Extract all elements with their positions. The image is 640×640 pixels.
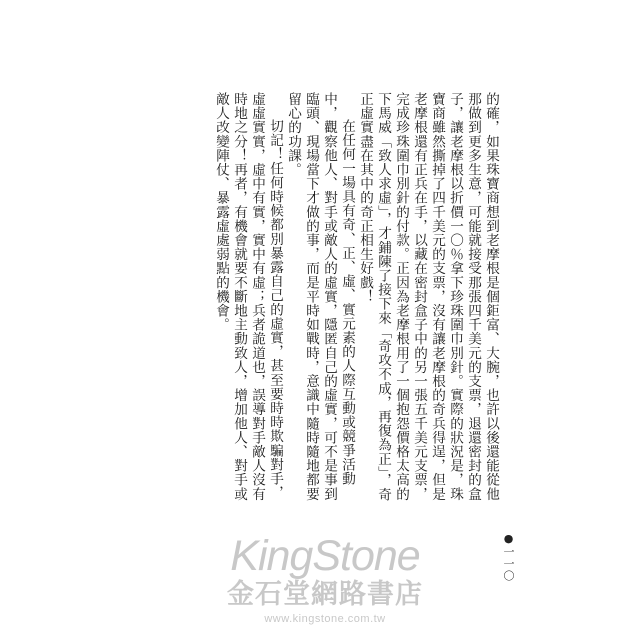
page-number-marker: ● bbox=[502, 532, 515, 546]
paragraph: 的確，如果珠寶商想到老摩根是個鉅富、大腕，也許以後還能從他那做到更多生意，可能就接受那張四千美元的支票，退還密封的盒子，讓老摩根以折價一〇％拿下珍珠圍巾別針。實際的狀況是，珠寶商雖然撕掉了四千美元的支票，沒有讓老摩根的奇兵得逞，但是老摩根還有正兵在手，以藏在密封盒子中的另一張五千美元支票，完成珍珠圍巾別針的付款。正因為老摩根用了一個抱怨價格太高的下馬威「致人求虛」，才鋪陳了接下來「奇攻不成，再復為正」，奇正虛實盡在其中的奇正相生好戲！ bbox=[357, 92, 499, 502]
paragraph: 切記！任何時候都別暴露自己的虛實，甚至要時時欺騙對手，虛虛實實，虛中有實，實中有虛；兵者詭道也，誤導對手敵人沒有時地之分！再者，有機會就要不斷地主動致人，增加他人、對手或敵人改變陣仗、暴露虛處弱點的機會。 bbox=[213, 92, 283, 501]
watermark bbox=[220, 533, 430, 625]
body-text bbox=[212, 92, 500, 512]
page-number bbox=[500, 532, 516, 582]
page-number-text: 一一〇 bbox=[502, 546, 515, 582]
watermark-logo: KingStone bbox=[230, 532, 420, 580]
watermark-store-name: 金石堂網路書店 bbox=[227, 579, 423, 610]
paragraph: 在任何一場具有奇、正、虛、實元素的人際互動或競爭活動中，觀察他人、對手或敵人的虛實，隱匿自己的虛實，可不是事到臨頭、現場當下才做的事，而是平時如戰時，意識中隨時隨地都要留心的功課。 bbox=[285, 92, 355, 501]
watermark-url: www.kingstone.com.tw bbox=[264, 613, 386, 625]
